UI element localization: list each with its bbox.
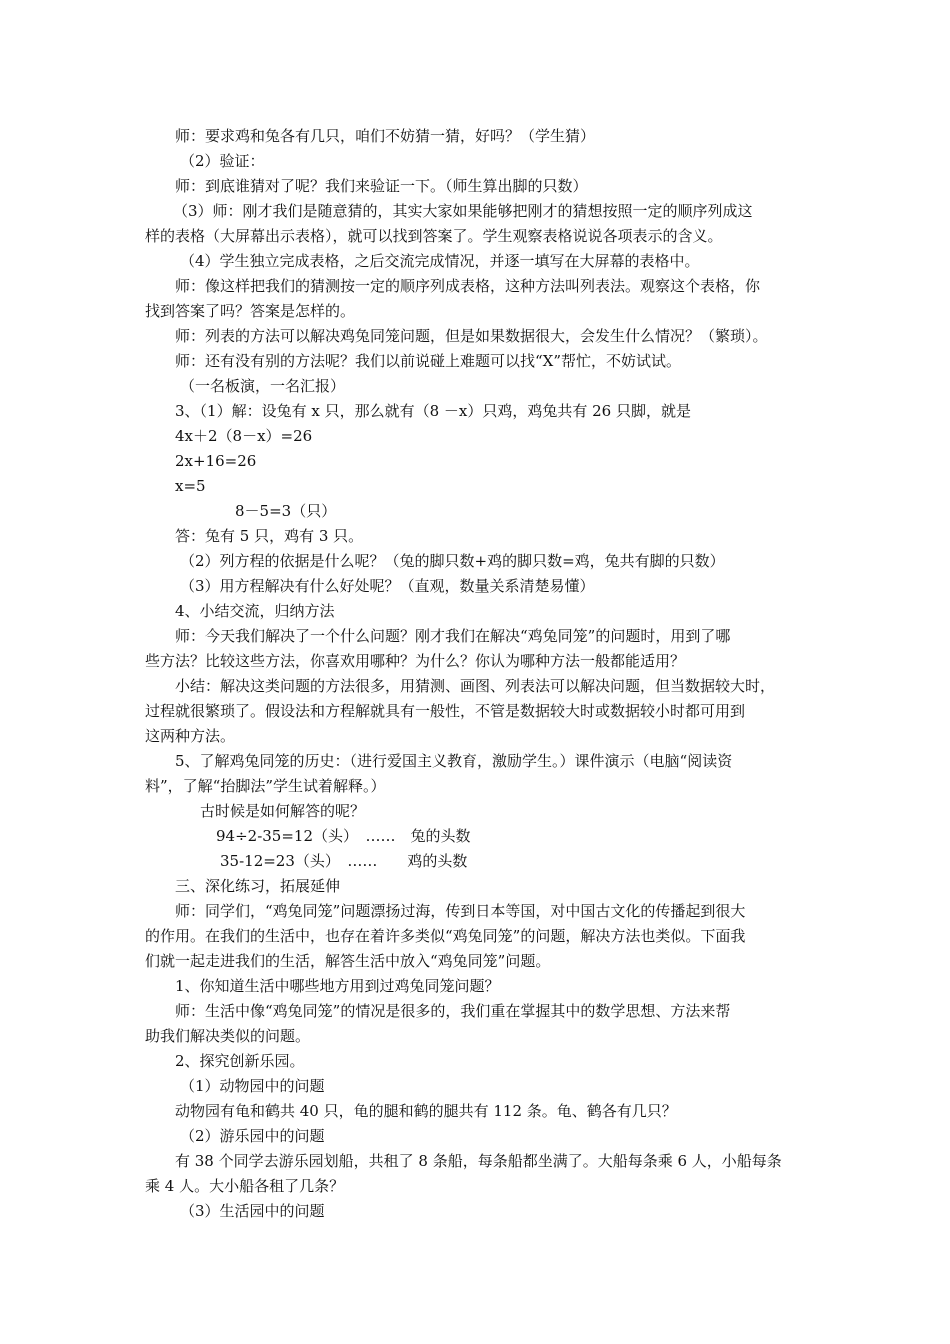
text-line: 8－5=3（只） [235, 502, 337, 520]
text-line: 古时候是如何解答的呢？ [200, 802, 366, 820]
text-line: 们就一起走进我们的生活，解答生活中放入“鸡兔同笼”问题。 [145, 952, 551, 970]
text-line: 答：兔有 5 只，鸡有 3 只。 [175, 527, 364, 545]
text-line: 2、探究创新乐园。 [175, 1052, 305, 1070]
text-line: 师：还有没有别的方法呢？我们以前说碰上难题可以找“X”帮忙，不妨试试。 [175, 352, 682, 370]
text-line: 师：要求鸡和兔各有几只，咱们不妨猜一猜，好吗？（学生猜） [175, 127, 596, 145]
text-line: 2x+16=26 [175, 452, 257, 470]
text-line: （2）列方程的依据是什么呢？（兔的脚只数+鸡的脚只数=鸡，兔共有脚的只数） [180, 552, 725, 570]
text-line: 师：同学们，“鸡兔同笼”问题漂扬过海，传到日本等国，对中国古文化的传播起到很大 [175, 902, 746, 920]
text-line: 1、你知道生活中哪些地方用到过鸡兔同笼问题？ [175, 977, 500, 995]
text-line: 动物园有龟和鹤共 40 只，龟的腿和鹤的腿共有 112 条。龟、鹤各有几只？ [175, 1102, 677, 1120]
text-line: 样的表格（大屏幕出示表格），就可以找到答案了。学生观察表格说说各项表示的含义。 [145, 227, 723, 245]
text-line: 4、小结交流，归纳方法 [175, 602, 335, 620]
text-line: 35-12=23（头） …… 鸡的头数 [220, 852, 468, 870]
text-line: 5、了解鸡兔同笼的历史：（进行爱国主义教育，激励学生。）课件演示（电脑“阅读资 [175, 752, 733, 770]
text-line: x=5 [175, 477, 206, 495]
text-line: （4）学生独立完成表格，之后交流完成情况，并逐一填写在大屏幕的表格中。 [180, 252, 700, 270]
text-line: 些方法？比较这些方法，你喜欢用哪种？为什么？你认为哪种方法一般都能适用？ [145, 652, 686, 670]
text-line: （3）用方程解决有什么好处呢？（直观，数量关系清楚易懂） [180, 577, 595, 595]
text-line: 过程就很繁琐了。假设法和方程解就具有一般性，不管是数据较大时或数据较小时都可用到 [145, 702, 746, 720]
text-line: （一名板演，一名汇报） [180, 377, 346, 395]
text-line: 师：列表的方法可以解决鸡兔同笼问题，但是如果数据很大，会发生什么情况？（繁琐）。 [175, 327, 768, 345]
text-line: 94÷2-35=12（头） …… 兔的头数 [216, 827, 471, 845]
text-line: （1）动物园中的问题 [180, 1077, 325, 1095]
text-line: 的作用。在我们的生活中，也存在着许多类似“鸡兔同笼”的问题，解决方法也类似。下面我 [145, 927, 746, 945]
text-line: 有 38 个同学去游乐园划船，共租了 8 条船，每条船都坐满了。大船每条乘 6 人，小船每条 [175, 1152, 782, 1170]
text-line: （2）验证： [180, 152, 265, 170]
text-line: 师：生活中像“鸡兔同笼”的情况是很多的，我们重在掌握其中的数学思想、方法来帮 [175, 1002, 731, 1020]
section-heading: 三、深化练习，拓展延伸 [175, 877, 341, 895]
text-line: 师：今天我们解决了一个什么问题？刚才我们在解决“鸡兔同笼”的问题时，用到了哪 [175, 627, 731, 645]
text-line: 助我们解决类似的问题。 [145, 1027, 311, 1045]
text-line: 乘 4 人。大小船各租了几条？ [145, 1177, 345, 1195]
text-line: 料”，了解“抬脚法”学生试着解释。） [145, 777, 386, 795]
text-line: 师：到底谁猜对了呢？我们来验证一下。（师生算出脚的只数） [175, 177, 588, 195]
text-line: 3、（1）解：设兔有 x 只，那么就有（8 －x）只鸡，鸡兔共有 26 只脚，就是 [175, 402, 691, 420]
text-line: （3）生活园中的问题 [180, 1202, 325, 1220]
text-line: 小结：解决这类问题的方法很多，用猜测、画图、列表法可以解决问题，但当数据较大时， [175, 677, 776, 695]
text-line: 找到答案了吗？答案是怎样的。 [145, 302, 356, 320]
text-line: 4x＋2（8－x）=26 [175, 427, 313, 445]
text-line: 这两种方法。 [145, 727, 236, 745]
text-line: （3）师：刚才我们是随意猜的，其实大家如果能够把刚才的猜想按照一定的顺序列成这 [173, 202, 753, 220]
text-line: 师：像这样把我们的猜测按一定的顺序列成表格，这种方法叫列表法。观察这个表格，你 [175, 277, 761, 295]
text-line: （2）游乐园中的问题 [180, 1127, 325, 1145]
